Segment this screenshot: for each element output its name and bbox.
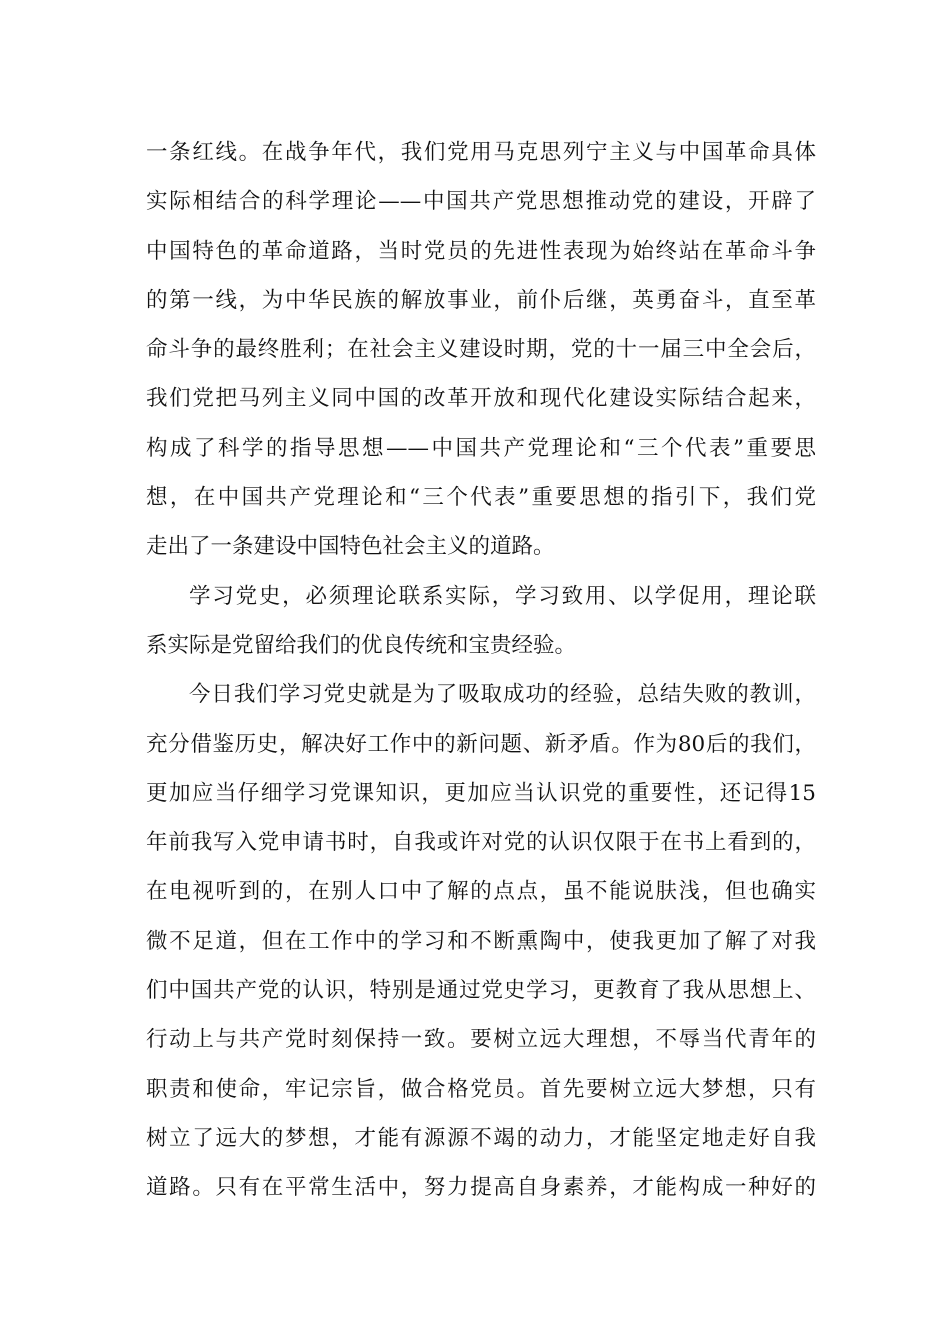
text-line: 微不足道，但在工作中的学习和不断熏陶中，使我更加了解了对我 <box>146 928 816 954</box>
document-body <box>146 128 816 1213</box>
paragraph-first-line: 学习党史，必须理论联系实际，学习致用、以学促用，理论联 <box>189 583 816 609</box>
text-line: 在电视听到的，在别人口中了解的点点，虽不能说肤浅，但也确实 <box>146 879 816 905</box>
text-line: 职责和使命，牢记宗旨，做合格党员。首先要树立远大梦想，只有 <box>146 1076 816 1102</box>
text-line: 充分借鉴历史，解决好工作中的新问题、新矛盾。作为80后的我们， <box>146 731 816 757</box>
text-line: 的第一线，为中华民族的解放事业，前仆后继，英勇奋斗，直至革 <box>146 287 816 313</box>
text-line: 我们党把马列主义同中国的改革开放和现代化建设实际结合起来， <box>146 386 816 412</box>
text-line: 走出了一条建设中国特色社会主义的道路。 <box>146 534 555 560</box>
text-line: 系实际是党留给我们的优良传统和宝贵经验。 <box>146 632 577 658</box>
text-line: 想，在中国共产党理论和“三个代表”重要思想的指引下，我们党 <box>146 485 816 511</box>
paragraph-first-line: 今日我们学习党史就是为了吸取成功的经验，总结失败的教训， <box>189 682 816 708</box>
text-line: 实际相结合的科学理论——中国共产党思想推动党的建设，开辟了 <box>146 189 816 215</box>
text-line: 道路。只有在平常生活中，努力提高自身素养，才能构成一种好的 <box>146 1175 816 1201</box>
text-line: 更加应当仔细学习党课知识，更加应当认识党的重要性，还记得15 <box>146 780 816 806</box>
text-line: 中国特色的革命道路，当时党员的先进性表现为始终站在革命斗争 <box>146 238 816 264</box>
text-line: 树立了远大的梦想，才能有源源不竭的动力，才能坚定地走好自我 <box>146 1125 816 1151</box>
text-line: 行动上与共产党时刻保持一致。要树立远大理想，不辱当代青年的 <box>146 1027 816 1053</box>
text-line: 年前我写入党申请书时，自我或许对党的认识仅限于在书上看到的， <box>146 830 816 856</box>
text-line: 构成了科学的指导思想——中国共产党理论和“三个代表”重要思 <box>146 435 816 461</box>
text-line: 命斗争的最终胜利；在社会主义建设时期，党的十一届三中全会后， <box>146 337 816 363</box>
text-line: 们中国共产党的认识，特别是通过党史学习，更教育了我从思想上、 <box>146 978 816 1004</box>
text-line: 一条红线。在战争年代，我们党用马克思列宁主义与中国革命具体 <box>146 140 816 165</box>
